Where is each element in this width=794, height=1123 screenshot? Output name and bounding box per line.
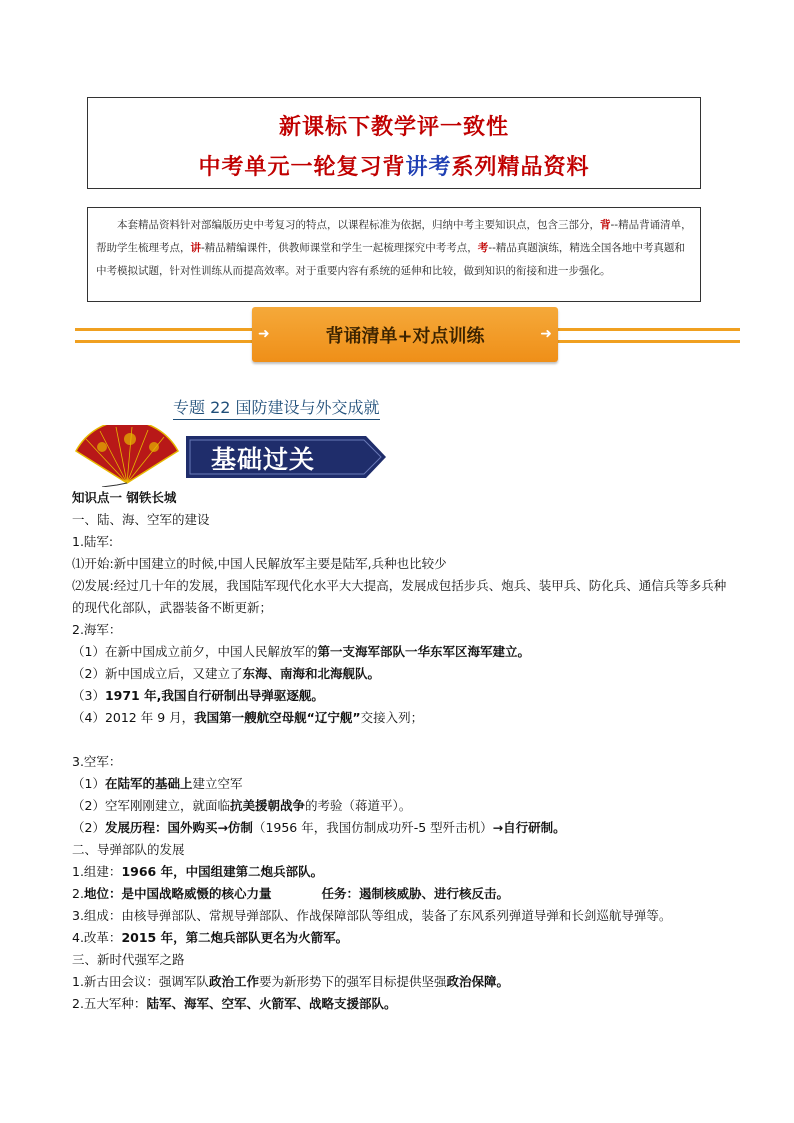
navy-item-3 bbox=[72, 685, 732, 707]
section-banner bbox=[252, 307, 558, 362]
air-heading: 3.空军： bbox=[72, 754, 122, 769]
air-item-1-tail: 建立空军 bbox=[192, 776, 243, 791]
newera-item-1-key: 政治工作 bbox=[208, 974, 259, 989]
title-bei: 背 bbox=[382, 154, 406, 180]
intro-key-bei: 背 bbox=[600, 219, 611, 231]
air-item-2-key: 抗美援朝战争 bbox=[229, 798, 305, 813]
navy-item-3-text: （3） bbox=[72, 688, 105, 703]
air-item-1 bbox=[72, 773, 732, 795]
title-line-2-suffix: 系列精品资料 bbox=[451, 154, 590, 180]
air-item-3-text: （2） bbox=[72, 820, 105, 835]
title-line-1: 新课标下教学评一致性 bbox=[278, 114, 509, 140]
title-line-2-prefix: 中考单元一轮复习 bbox=[198, 154, 383, 180]
air-item-3-tail: →自行研制。 bbox=[492, 820, 566, 835]
newera-item-1-tail: 政治保障。 bbox=[446, 974, 509, 989]
air-item-1-key: 在陆军的基础上 bbox=[104, 776, 193, 791]
navy-item-1 bbox=[72, 641, 732, 663]
intro-text-2: --精品背诵清单，帮助学生梳理考点， bbox=[96, 219, 692, 254]
missile-item-2-task: 任务：遏制核威胁、进行核反击。 bbox=[321, 886, 509, 901]
intro-key-jiang: 讲 bbox=[190, 242, 201, 254]
intro-text-1: 本套精品资料针对部编版历史中考复习的特点，以课程标准为依据，归纳中考主要知识点，包含三部分， bbox=[117, 219, 600, 231]
air-item-1-text: （1） bbox=[72, 776, 105, 791]
missile-item-1 bbox=[72, 861, 732, 883]
air-item-3-key: 发展历程：国外购买→仿制 bbox=[104, 820, 253, 835]
content-body bbox=[72, 487, 732, 1015]
navy-item-4-text: （4）2012 年 9 月， bbox=[72, 710, 195, 725]
navy-item-2-text: （2）新中国成立后，又建立了 bbox=[72, 666, 243, 681]
air-item-3-note: （1956 年，我国仿制成功歼-5 型歼击机） bbox=[252, 820, 493, 835]
army-item-1: ⑴开始:新中国建立的时候,中国人民解放军主要是陆军,兵种也比较少 bbox=[72, 556, 447, 571]
newera-item-2 bbox=[72, 993, 732, 1015]
title-jiang: 讲 bbox=[405, 154, 429, 180]
section-title: 基础过关 bbox=[211, 445, 316, 474]
folding-fan-icon bbox=[72, 425, 182, 487]
air-item-3 bbox=[72, 817, 732, 839]
army-heading: 1.陆军: bbox=[72, 534, 114, 549]
missile-item-4-text: 4.改革： bbox=[72, 930, 122, 945]
missile-item-2-key: 地位：是中国战略威慑的核心力量 bbox=[83, 886, 272, 901]
missile-item-2 bbox=[72, 883, 732, 905]
title-line-2 bbox=[88, 150, 700, 181]
intro-text-3: -精品精编课件，供教师课堂和学生一起梳理探究中考考点， bbox=[201, 242, 478, 254]
newera-item-1-text: 1.新古田会议：强调军队 bbox=[72, 974, 209, 989]
newera-item-2-text: 2.五大军种： bbox=[72, 996, 147, 1011]
navy-item-4-key: 我国第一艘航空母舰“辽宁舰” bbox=[194, 710, 361, 725]
missile-item-2-text: 2. bbox=[72, 886, 84, 901]
navy-item-4 bbox=[72, 707, 732, 729]
missile-item-4 bbox=[72, 927, 732, 949]
intro-key-kao: 考 bbox=[477, 242, 489, 254]
navy-item-1-text: （1）在新中国成立前夕，中国人民解放军的 bbox=[72, 644, 318, 659]
missile-item-1-key: 1966 年，中国组建第二炮兵部队。 bbox=[121, 864, 324, 879]
air-item-2 bbox=[72, 795, 732, 817]
title-kao: 考 bbox=[428, 154, 452, 180]
subheading-3: 三、新时代强军之路 bbox=[72, 952, 185, 967]
spacer bbox=[72, 729, 732, 751]
army-item-2: ⑵发展:经过几十年的发展，我国陆军现代化水平大大提高，发展成包括步兵、炮兵、装甲兵、防化兵、通信兵等多兵种的现代化部队，武器装备不断更新； bbox=[72, 578, 727, 615]
missile-item-4-key: 2015 年，第二炮兵部队更名为火箭军。 bbox=[121, 930, 349, 945]
newera-item-2-key: 陆军、海军、空军、火箭军、战略支援部队。 bbox=[146, 996, 397, 1011]
newera-item-1 bbox=[72, 971, 732, 993]
navy-item-4-tail: 交接入列； bbox=[360, 710, 424, 725]
subheading-2: 二、导弹部队的发展 bbox=[72, 842, 185, 857]
navy-heading: 2.海军： bbox=[72, 622, 122, 637]
intro-paragraph bbox=[87, 207, 701, 302]
banner-right-arrow-icon: ➜ bbox=[540, 326, 552, 342]
missile-item-3: 3.组成：由核导弹部队、常规导弹部队、作战保障部队等组成，装备了东风系列弹道导弹和长剑巡航导弹等。 bbox=[72, 908, 672, 923]
knowledge-point-1: 知识点一 钢铁长城 bbox=[72, 490, 177, 505]
navy-item-2 bbox=[72, 663, 732, 685]
missile-item-1-text: 1.组建： bbox=[72, 864, 122, 879]
navy-item-3-key: 1971 年,我国自行研制出导弹驱逐舰。 bbox=[104, 688, 324, 703]
newera-item-1-mid: 要为新形势下的强军目标提供坚强 bbox=[258, 974, 447, 989]
basics-label-wrap bbox=[186, 436, 386, 478]
air-item-2-text: （2）空军刚刚建立，就面临 bbox=[72, 798, 230, 813]
air-item-2-tail: 的考验（蒋道平）。 bbox=[304, 798, 412, 813]
navy-item-2-key: 东海、南海和北海舰队。 bbox=[242, 666, 380, 681]
banner-label: 背诵清单+对点训练 bbox=[325, 326, 485, 347]
navy-item-1-key: 第一支海军部队一华东军区海军建立。 bbox=[317, 644, 530, 659]
banner-left-arrow-icon: ➜ bbox=[258, 326, 270, 342]
subheading-1: 一、陆、海、空军的建设 bbox=[72, 512, 210, 527]
topic-title: 专题 22 国防建设与外交成就 bbox=[173, 395, 380, 420]
title-box bbox=[87, 97, 701, 189]
intro-text-4: --精品真题演练，精选全国各地中考真题和中考模拟试题，针对性训练从而提高效率。对于重要内容有系统的延伸和比较，做到知识的衔接和进一步强化。 bbox=[96, 242, 685, 277]
